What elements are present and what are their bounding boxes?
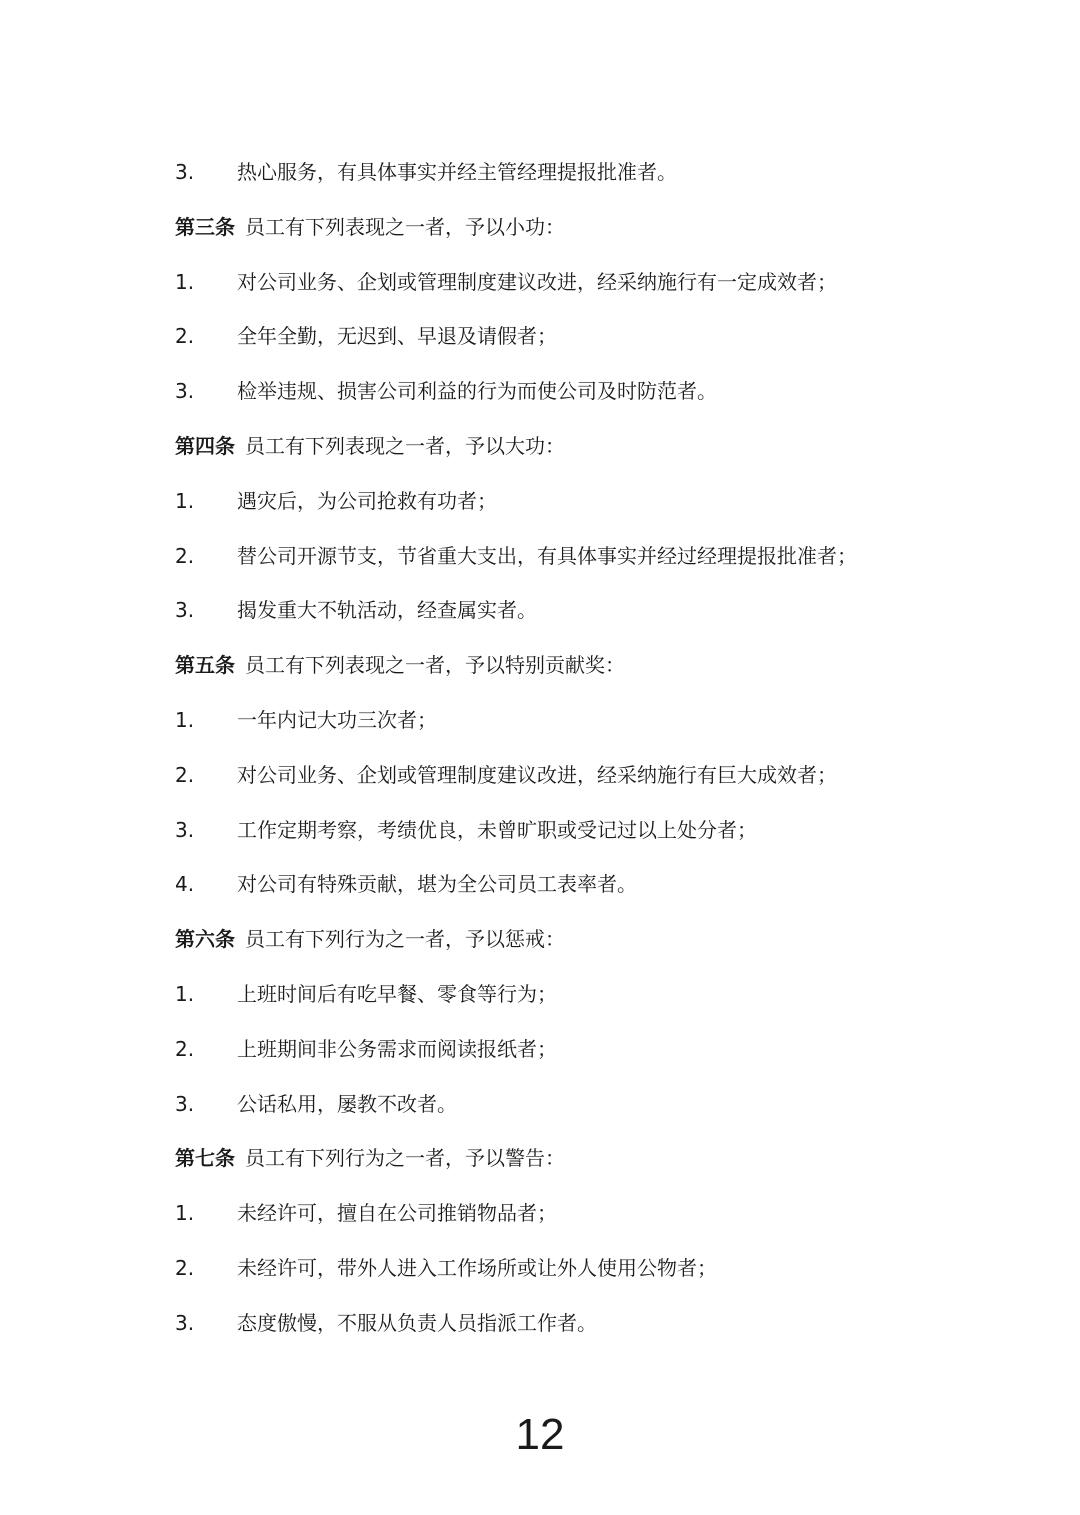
article-number: 第三条 bbox=[175, 214, 235, 239]
item-text: 态度傲慢，不服从负责人员指派工作者。 bbox=[237, 1310, 597, 1335]
item-text: 上班时间后有吃早餐、零食等行为； bbox=[237, 981, 557, 1006]
list-item bbox=[175, 316, 1035, 371]
item-number: 3. bbox=[175, 379, 195, 404]
article-text: 员工有下列行为之一者，予以警告： bbox=[245, 1146, 565, 1171]
item-number: 3. bbox=[175, 598, 195, 623]
list-item bbox=[175, 536, 1035, 591]
article-text: 员工有下列表现之一者，予以小功： bbox=[245, 214, 565, 239]
item-text: 全年全勤，无迟到、早退及请假者； bbox=[237, 324, 557, 349]
article-number: 第五条 bbox=[175, 653, 235, 678]
item-text: 对公司业务、企划或管理制度建议改进，经采纳施行有巨大成效者； bbox=[237, 762, 837, 787]
item-number: 4. bbox=[175, 872, 195, 897]
list-item bbox=[175, 1248, 1035, 1303]
list-item bbox=[175, 1029, 1035, 1084]
item-number: 2. bbox=[175, 1255, 195, 1280]
item-text: 对公司业务、企划或管理制度建议改进，经采纳施行有一定成效者； bbox=[237, 269, 837, 294]
list-item bbox=[175, 371, 1035, 426]
article-number: 第四条 bbox=[175, 433, 235, 458]
item-number: 3. bbox=[175, 817, 195, 842]
list-item bbox=[175, 864, 1035, 919]
item-text: 遇灾后，为公司抢救有功者； bbox=[237, 488, 497, 513]
item-text: 揭发重大不轨活动，经查属实者。 bbox=[237, 598, 537, 623]
item-text: 未经许可，擅自在公司推销物品者； bbox=[237, 1201, 557, 1226]
list-item bbox=[175, 152, 1035, 207]
article-number: 第六条 bbox=[175, 927, 235, 952]
item-number: 2. bbox=[175, 762, 195, 787]
item-number: 2. bbox=[175, 1036, 195, 1061]
article-heading bbox=[175, 645, 1035, 700]
article-text: 员工有下列表现之一者，予以特别贡献奖： bbox=[245, 653, 625, 678]
item-number: 3. bbox=[175, 1091, 195, 1116]
list-item bbox=[175, 1303, 1035, 1358]
list-item bbox=[175, 1193, 1035, 1248]
item-number: 3. bbox=[175, 1310, 195, 1335]
list-item bbox=[175, 810, 1035, 865]
item-text: 热心服务，有具体事实并经主管经理提报批准者。 bbox=[237, 160, 677, 184]
item-text: 检举违规、损害公司利益的行为而使公司及时防范者。 bbox=[237, 379, 717, 404]
article-text: 员工有下列行为之一者，予以惩戒： bbox=[245, 927, 565, 952]
item-number: 3. bbox=[175, 160, 195, 184]
item-text: 一年内记大功三次者； bbox=[237, 707, 437, 732]
list-item bbox=[175, 1084, 1035, 1139]
item-text: 对公司有特殊贡献，堪为全公司员工表率者。 bbox=[237, 872, 637, 897]
list-item bbox=[175, 974, 1035, 1029]
list-item bbox=[175, 481, 1035, 536]
list-item bbox=[175, 262, 1035, 317]
item-number: 1. bbox=[175, 1201, 195, 1226]
list-item bbox=[175, 700, 1035, 755]
article-number: 第七条 bbox=[175, 1146, 235, 1171]
item-text: 未经许可，带外人进入工作场所或让外人使用公物者； bbox=[237, 1255, 717, 1280]
item-number: 2. bbox=[175, 543, 195, 568]
list-item bbox=[175, 590, 1035, 645]
article-heading bbox=[175, 919, 1035, 974]
item-number: 2. bbox=[175, 324, 195, 349]
item-number: 1. bbox=[175, 488, 195, 513]
item-text: 上班期间非公务需求而阅读报纸者； bbox=[237, 1036, 557, 1061]
item-text: 替公司开源节支，节省重大支出，有具体事实并经过经理提报批准者； bbox=[237, 543, 857, 568]
article-heading bbox=[175, 207, 1035, 262]
article-heading bbox=[175, 1138, 1035, 1193]
item-text: 工作定期考察，考绩优良，未曾旷职或受记过以上处分者； bbox=[237, 817, 757, 842]
page-number: 12 bbox=[515, 1410, 565, 1459]
list-item bbox=[175, 755, 1035, 810]
article-text: 员工有下列表现之一者，予以大功： bbox=[245, 433, 565, 458]
document-body bbox=[175, 152, 1035, 1358]
item-number: 1. bbox=[175, 981, 195, 1006]
article-heading bbox=[175, 426, 1035, 481]
item-number: 1. bbox=[175, 707, 195, 732]
item-number: 1. bbox=[175, 269, 195, 294]
item-text: 公话私用，屡教不改者。 bbox=[237, 1091, 457, 1116]
